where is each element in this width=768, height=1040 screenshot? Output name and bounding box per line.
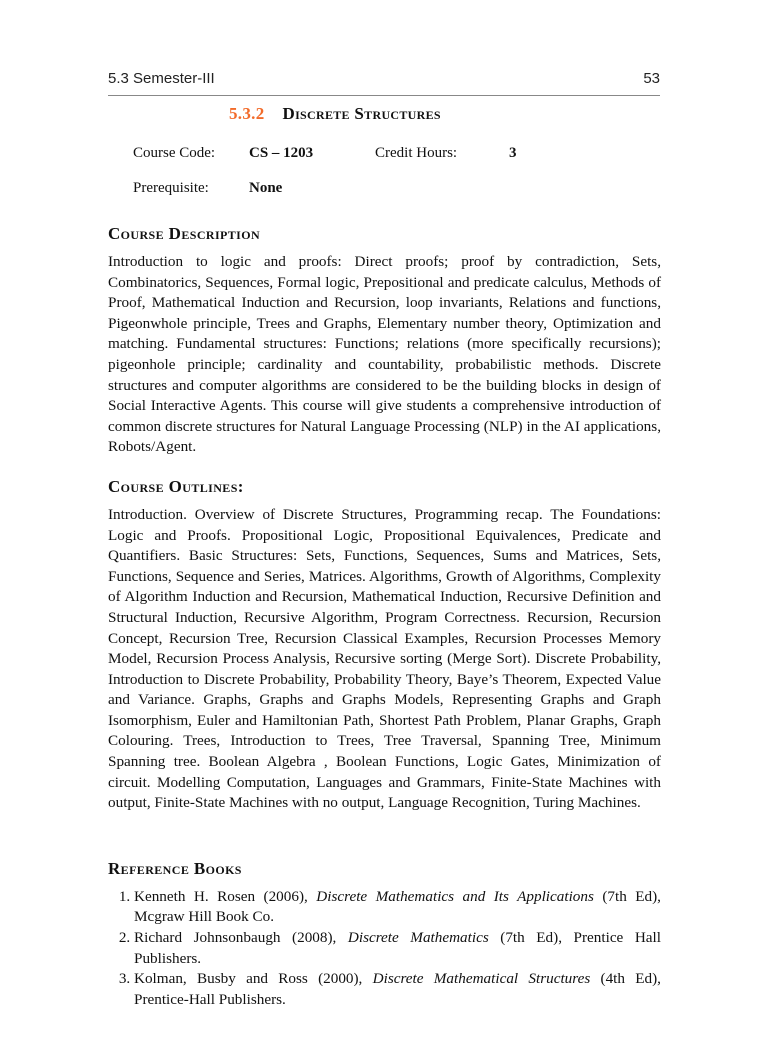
course-code-label: Course Code: [133, 145, 216, 161]
body-content [108, 224, 661, 1040]
reference-author: Kolman, Busby and Ross (2000), [134, 970, 373, 988]
course-description-heading: Course Description [108, 224, 261, 243]
header-section: 5.3 Semester-III [108, 70, 215, 87]
reference-item [134, 928, 661, 969]
reference-list [108, 887, 661, 1011]
prerequisite-label: Prerequisite: [133, 180, 209, 196]
reference-publisher: (4th Ed), Prentice-Hall Publishers. [134, 970, 661, 1008]
credit-hours-label: Credit Hours: [375, 145, 458, 161]
section-spacer [108, 814, 661, 859]
reference-author: Richard Johnsonbaugh (2008), [134, 929, 348, 947]
running-header [108, 70, 660, 87]
prerequisite: None [249, 180, 283, 196]
reference-publisher: (7th Ed), Prentice Hall Publishers. [134, 929, 661, 967]
reference-publisher: (7th Ed), Mcgraw Hill Book Co. [134, 887, 661, 926]
page-number: 53 [643, 70, 660, 87]
credit-hours: 3 [509, 145, 517, 161]
course-description-text: Introduction to logic and proofs: Direct proofs; proof by contradiction, Sets, Combinatorics, Sequences, Formal logic, Prepositional and predicate calculus, Methods of Proof, Mathematical Induction and Recursion, loop invariants, Relations and functions, Pigeonwhole principle, Trees and Graphs, Elementary number theory, Optimization and matching. Fundamental structures: Functions; relations (more specifically recursions); pigeonhole principle; cardinality and countability, probabilistic methods. Discrete structures and computer algorithms are considered to be the building blocks in design of Social Interactive Agents. This course will give students a comprehensive introduction of common discrete structures for Natural Language Processing (NLP) in the AI applications, Robots/Agent. [108, 253, 661, 456]
header-rule [108, 95, 660, 96]
section-number: 5.3.2 [229, 104, 265, 123]
reference-item [134, 969, 661, 1010]
section-title-text: Discrete Structures [282, 104, 441, 123]
section-spacer [108, 458, 661, 477]
course-code: CS – 1203 [249, 145, 314, 161]
course-outlines-text: Introduction. Overview of Discrete Structures, Programming recap. The Foundations: Logic and Proofs. Propositional Logic, Propositional Equivalences, Predicate and Quantifiers. Basic Structures: Sets, Functions, Sequences, Sums and Matrices, Sets, Functions, Sequence and Series, Matrices. Algorithms, Growth of Algorithms, Complexity of Algorithm Induction and Recursion, Mathematical Induction, Recursive Definition and Structural Induction, Recursive Algorithm, Program Correctness. Recursion, Recursion Concept, Recursion Tree, Recursion Classical Examples, Recursion Processes Memory Model, Recursion Process Analysis, Recursive sorting (Merge Sort). Discrete Probability, Introduction to Discrete Probability, Probability Theory, Baye’s Theorem, Expected Value and Variance. Graphs, Graphs and Graphs Models, Representing Graphs and Graph Isomorphism, Euler and Hamiltonian Path, Shortest Path Problem, Planar Graphs, Graph Colouring. Trees, Introduction to Trees, Tree Traversal, Spanning Tree, Minimum Spanning tree. Boolean Algebra , Boolean Functions, Logic Gates, Minimization of circuit. Modelling Computation, Languages and Grammars, Finite-State Machines with output, Finite-State Machines with no output, Language Recognition, Turing Machines. [108, 505, 661, 812]
reference-item [134, 887, 661, 928]
course-outlines-heading: Course Outlines: [108, 476, 244, 496]
reference-author: Kenneth H. Rosen (2006), [134, 887, 317, 905]
reference-title: Discrete Mathematics and Its Applications [316, 887, 594, 905]
reference-title: Discrete Mathematics [347, 929, 489, 947]
section-title [229, 104, 441, 124]
reference-books-heading: Reference Books [108, 858, 242, 878]
reference-title: Discrete Mathematical Structures [372, 970, 591, 988]
